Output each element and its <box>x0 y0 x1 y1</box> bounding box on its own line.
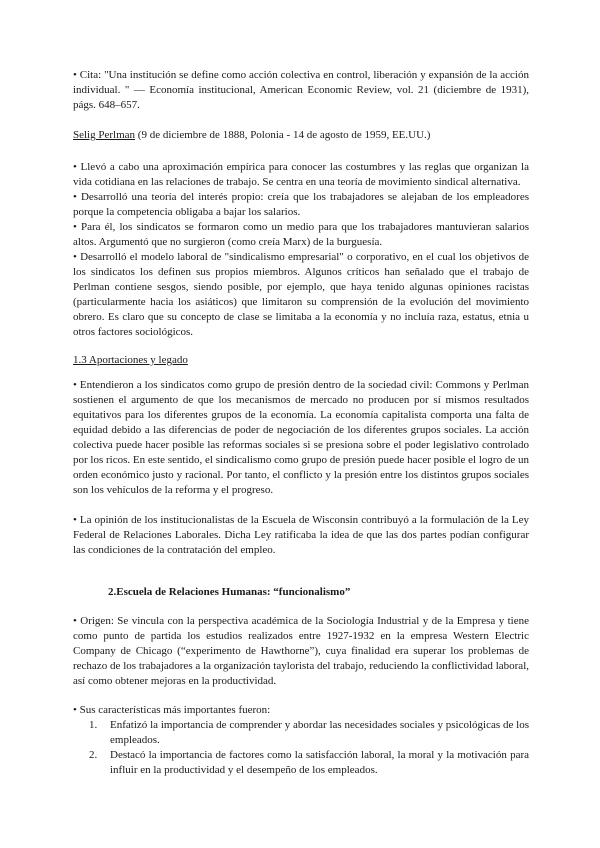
perlman-heading <box>73 128 529 143</box>
caracteristicas-list <box>73 718 529 778</box>
section-13-paragraph-2: • La opinión de los institucionalistas de la Escuela de Wisconsin contribuyó a la formulación de la Ley Federal de Relaciones Laborales. Dicha Ley ratificaba la idea de que las dos partes podían configurar las condiciones de la contratación del empleo. <box>73 514 529 556</box>
perlman-name: Selig Perlman <box>73 129 136 141</box>
section-13-title: 1.3 Aportaciones y legado <box>73 354 188 366</box>
list-item-number: 1. <box>89 719 98 731</box>
list-item-number: 2. <box>89 749 98 761</box>
list-item <box>73 748 529 778</box>
section-13-paragraph-1: • Entendieron a los sindicatos como grupo de presión dentro de la sociedad civil: Commons y Perlman sostienen el argumento de que los mecanismos de mercado no producen por sí mismos resultados equitativos para los diferentes grupos de la economía. La economía capitalista comporta una falta de equidad debido a las diferencias de poder de negociación de los diferentes grupos sociales. La acción colectiva puede hacer posible las reformas sociales si se presiona sobre el poder legislativo controlado por los ricos. En este sentido, el sindicalismo como grupo de presión puede hacer posible el logro de un orden económico justo y racional. Por tanto, el conflicto y la presión entre los distintos grupos sociales son los vehículos de la reforma y el progreso. <box>73 379 529 496</box>
list-item-text: Enfatizó la importancia de comprender y abordar las necesidades sociales y psicológicas de los empleados. <box>110 719 529 746</box>
origen-paragraph: • Origen: Se vincula con la perspectiva académica de la Sociología Industrial y de la Empresa y tiene como punto de partida los estudios realizados entre 1927-1932 en la empresa Western Electric Company de Chicago (“experimento de Hawthorne”), cuya finalidad era superar los problemas de rechazo de los trabajadores a la organización taylorista del trabajo, reduciendo la conflictividad laboral, así como obtener mejoras en la productividad. <box>73 615 529 687</box>
perlman-dates: (9 de diciembre de 1888, Polonia - 14 de agosto de 1959, EE.UU.) <box>135 129 431 141</box>
perlman-bullet-1: • Llevó a cabo una aproximación empírica para conocer las costumbres y las reglas que organizan la vida cotidiana en las relaciones de trabajo. Se centra en una teoría de movimiento sindical alternativa. <box>73 161 529 188</box>
perlman-bullet-2: • Desarrolló una teoría del interés propio: creía que los trabajadores se alejaban de los empleadores porque la competencia obligaba a bajar los salarios. <box>73 191 529 218</box>
perlman-bullet-4: • Desarrolló el modelo laboral de "sindicalismo empresarial" o corporativo, en el cual los objetivos de los sindicatos los definen sus propios miembros. Algunos críticos han señalado que el trabajo de Perlman contiene sesgos, siendo posible, por ejemplo, que haya tenido algunas opiniones racistas (particularmente hacia los asiáticos) que limitaron su comprensión de la evolución del movimiento obrero. Es claro que su concepto de clase se limitaba a la economía y no incluía raza, estatus, etnia u otros factores sociológicos. <box>73 251 529 338</box>
list-item-text: Destacó la importancia de factores como la satisfacción laboral, la moral y la motivación para influir en la productividad y el desempeño de los empleados. <box>110 749 529 776</box>
list-item <box>73 718 529 748</box>
section-2-title: 2.Escuela de Relaciones Humanas: “funcionalismo” <box>108 586 351 598</box>
perlman-bullet-3: • Para él, los sindicatos se formaron como un medio para que los trabajadores mantuvieran salarios altos. Argumentó que no surgieron (como creía Marx) de la burguesía. <box>73 221 529 248</box>
caracteristicas-intro: • Sus características más importantes fueron: <box>73 704 271 716</box>
cita-paragraph: • Cita: "Una institución se define como acción colectiva en control, liberación y expansión de la acción individual. " — Economía institucional, American Economic Review, vol. 21 (diciembre de 1931), págs. 648–657. <box>73 69 529 111</box>
